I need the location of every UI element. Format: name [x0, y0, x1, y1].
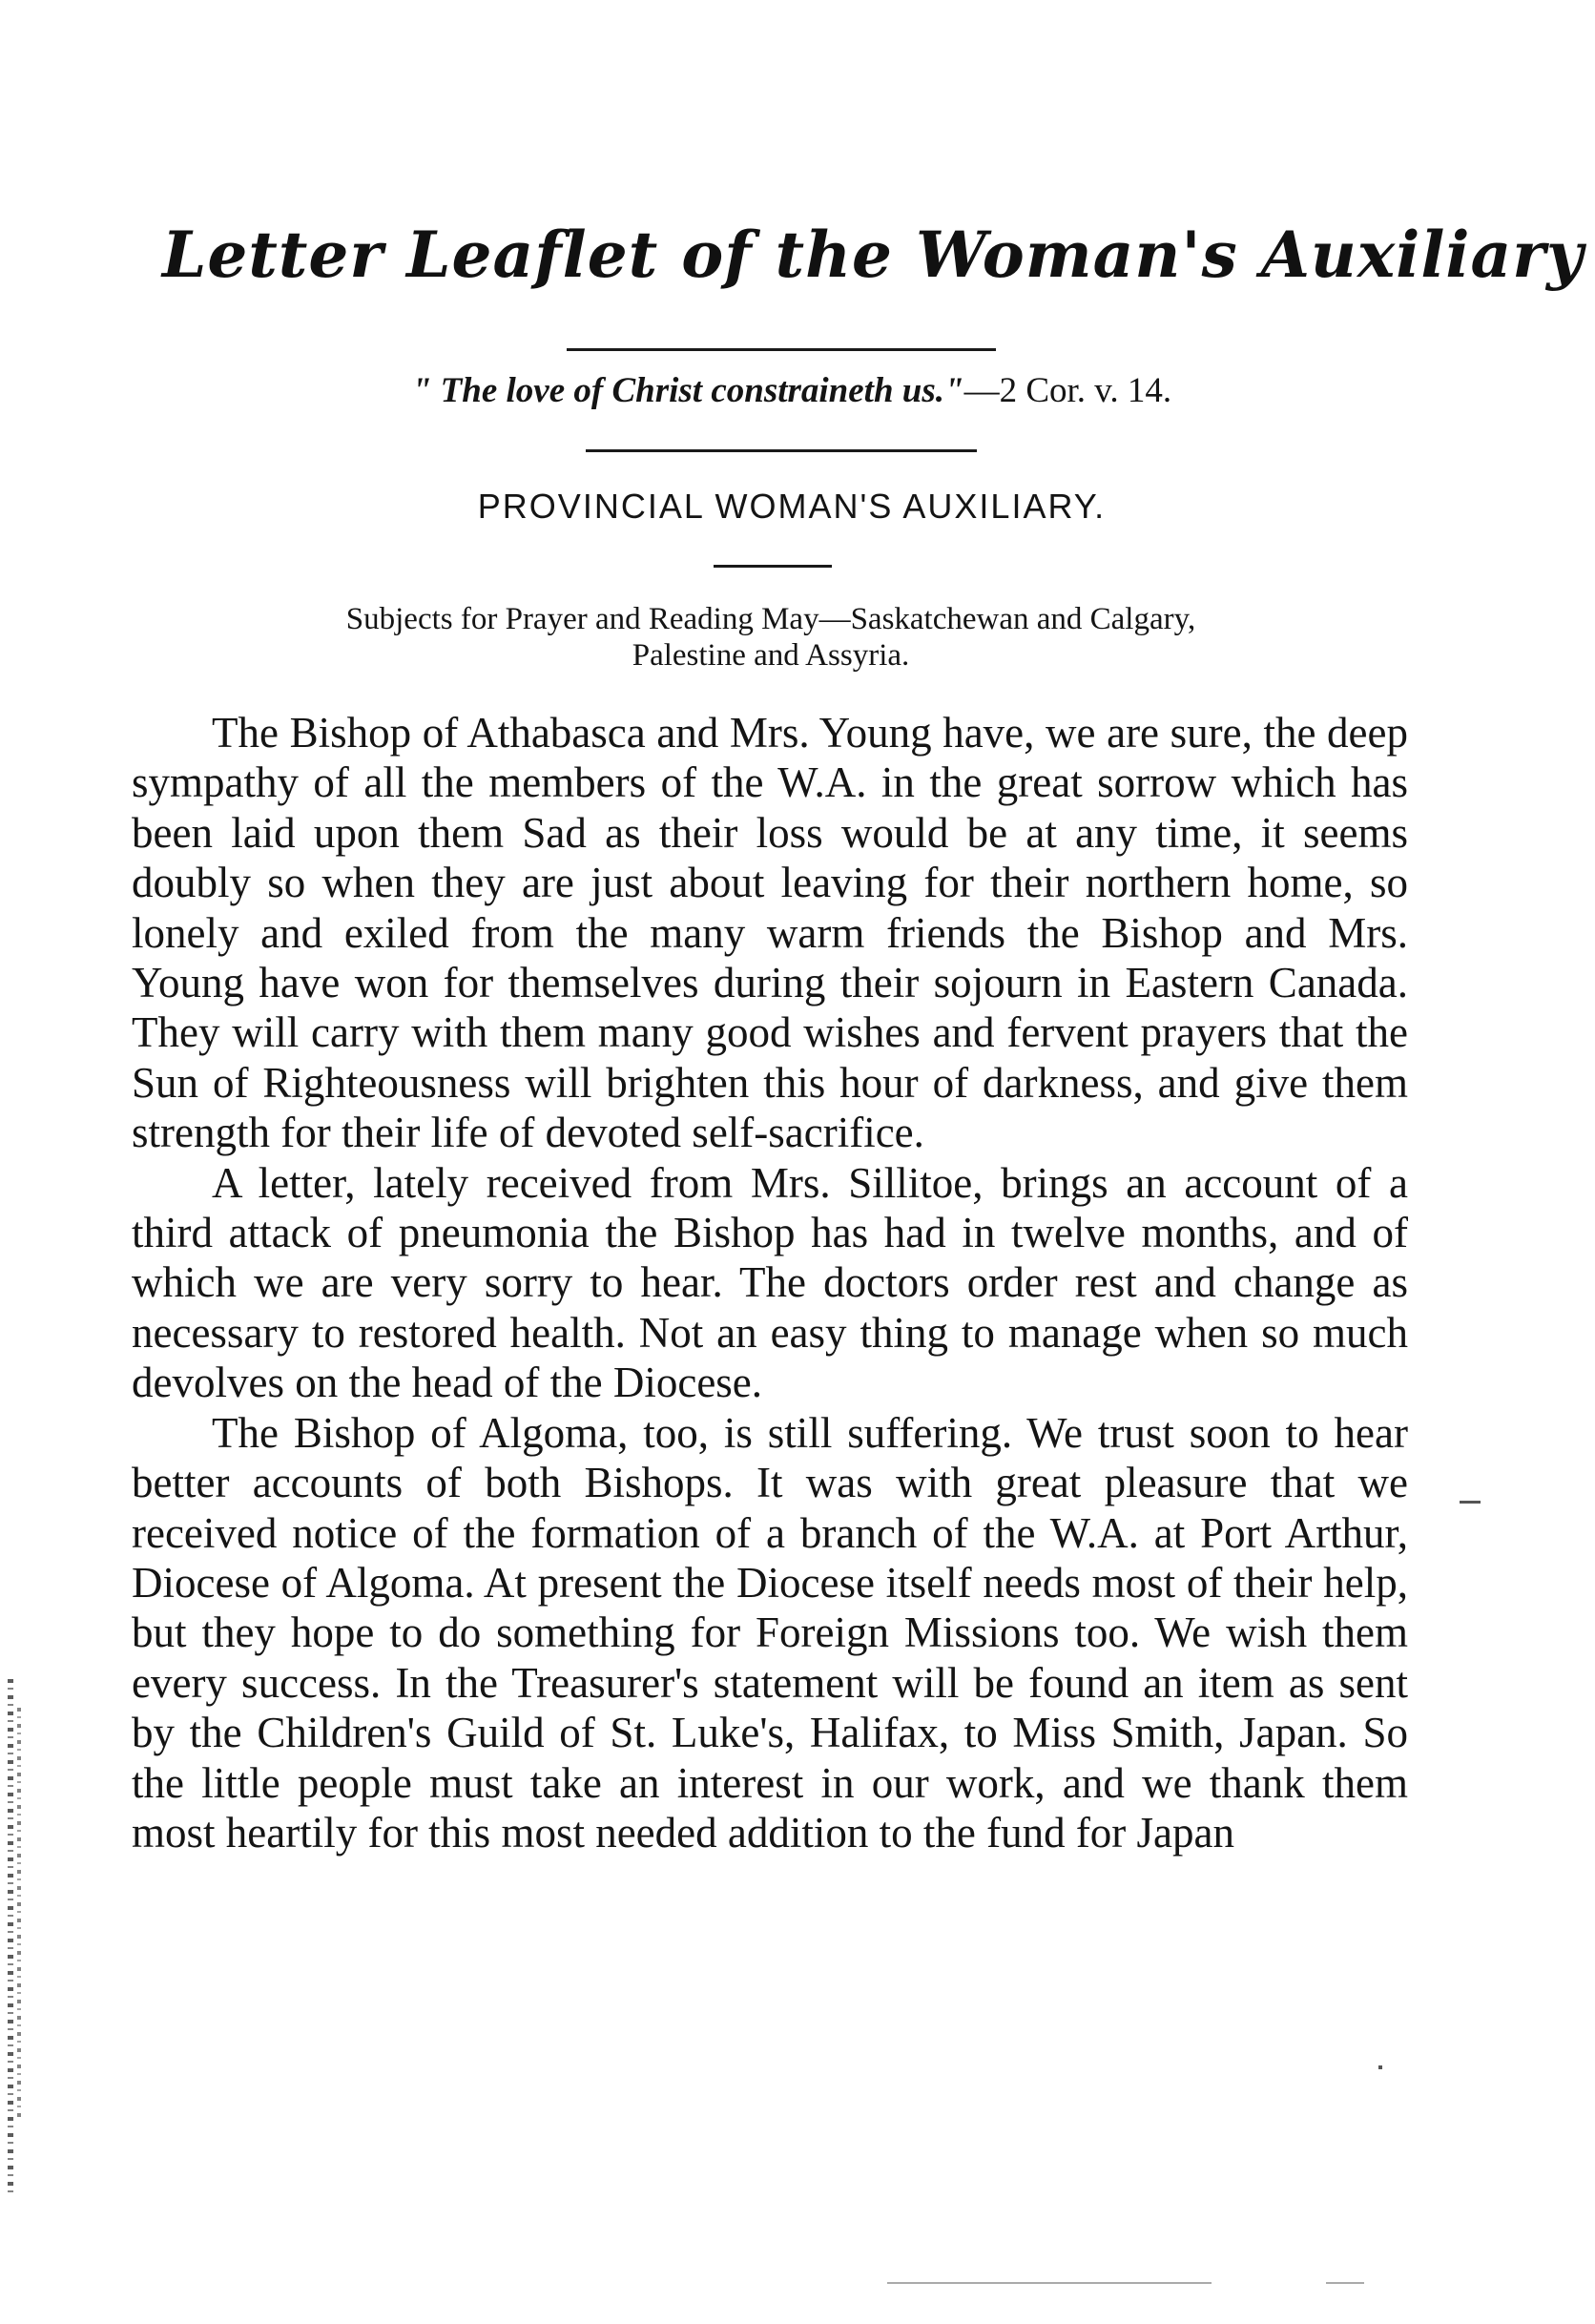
- prayer-subjects: [132, 601, 1410, 674]
- section-heading: PROVINCIAL WOMAN'S AUXILIARY.: [477, 487, 1107, 526]
- scan-mark: [887, 2282, 1212, 2284]
- motto-line: [162, 370, 1421, 411]
- subjects-line-2: Palestine and Assyria.: [632, 638, 910, 673]
- scan-mark: [1378, 2065, 1382, 2069]
- title-rule: [567, 348, 996, 351]
- scan-mark: [1326, 2282, 1364, 2284]
- motto-reference: —2 Cor. v. 14.: [963, 371, 1172, 410]
- subjects-line-1: Subjects for Prayer and Reading May—Saskatchewan and Calgary,: [345, 602, 1196, 636]
- paragraph-algoma: The Bishop of Algoma, too, is still suffering. We trust soon to hear better accounts of both Bishops. It was with great pleasure that we received notice of the formation of a branch of the W.A. at Port Arthur, Diocese of Algoma. At present the Diocese itself needs most of their help, but they hope to do something for Foreign Missions too. We wish them every success. In the Treasurer's statement will be found an item as sent by the Children's Guild of St. Luke's, Halifax, to Miss Smith, Japan. So the little people must take an interest in our work, and we thank them most heartily for this most needed addition to the fund for Japan: [132, 1408, 1408, 1857]
- scan-edge-noise: [8, 1679, 13, 2194]
- leaflet-title: Letter Leaflet of the Woman's Auxiliary: [162, 218, 1585, 292]
- body-text: [132, 708, 1408, 1857]
- scan-mark: [1460, 1501, 1481, 1504]
- paragraph-athabasca: The Bishop of Athabasca and Mrs. Young have, we are sure, the deep sympathy of all the members of the W.A. in the great sorrow which has been laid upon them Sad as their loss would be at any time, it seems doubly so when they are just about leaving for their northern home, so lonely and exiled from the many warm friends the Bishop and Mrs. Young have won for themselves during their sojourn in Eastern Canada. They will carry with them many good wishes and fervent prayers that the Sun of Righteousness will brighten this hour of darkness, and give them strength for their life of devoted self-sacrifice.: [132, 709, 1408, 1157]
- paragraph-sillitoe: A letter, lately received from Mrs. Sillitoe, brings an account of a third attack of pneumonia the Bishop has had in twelve months, and of which we are very sorry to hear. The doctors order rest and change as necessary to restored health. Not an easy thing to manage when so much devolves on the head of the Diocese.: [132, 1158, 1408, 1407]
- motto-rule: [586, 449, 977, 452]
- motto-quote: " The love of Christ constraineth us.": [411, 371, 964, 410]
- heading-rule: [714, 565, 832, 568]
- scan-edge-noise: [17, 1708, 21, 2118]
